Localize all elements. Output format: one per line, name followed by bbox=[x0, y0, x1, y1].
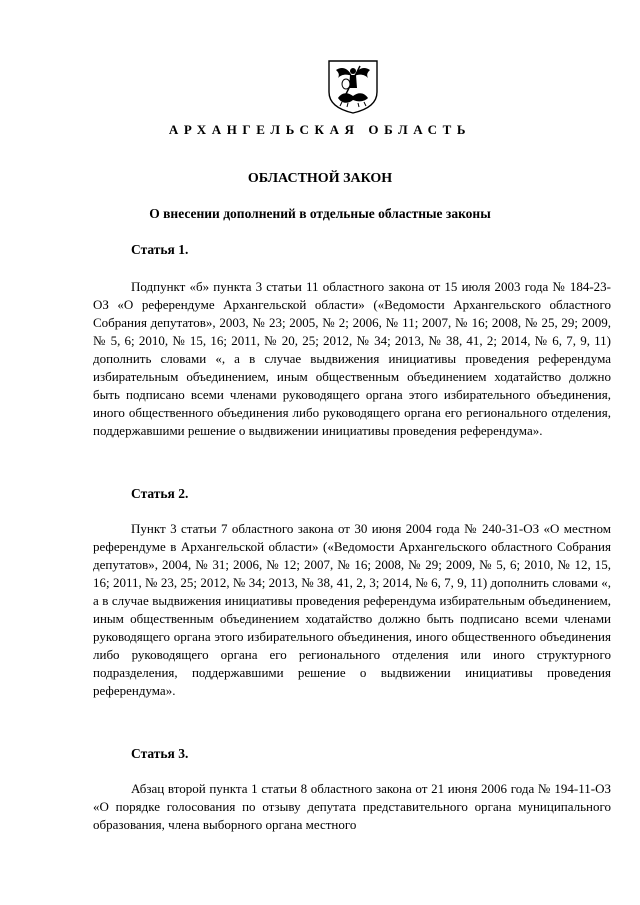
article-1-text: Подпункт «б» пункта 3 статьи 11 областного закона от 15 июля 2003 года № 184-23-ОЗ «О референдуме Архангельской области» («Ведомости Архангельского областного Собрания депутатов», 2003, № 23; 2005, № 2; 2006, № 11; 2007, № 16; 2008, № 25, 29; 2009, № 5, 6; 2010, № 15, 16; 2011, № 20, 25; 2012, № 34; 2013, № 38, 41, 2; 2014, № 6, 7, 9, 11) дополнить словами «, а в случае выдвижения инициативы проведения референдума избирательным объединением, иным общественным объединением ходатайство должно быть подписано всеми членами руководящего органа этого избирательного объединения, иного общественного объединения либо руководящего органа его регионального отделения, поддержавшими решение о выдвижении инициативы проведения референдума». bbox=[93, 279, 611, 438]
article-2-heading: Статья 2. bbox=[131, 486, 189, 501]
region-name: АРХАНГЕЛЬСКАЯ ОБЛАСТЬ bbox=[168, 122, 472, 137]
article-3-text: Абзац второй пункта 1 статьи 8 областного закона от 21 июня 2006 года № 194-11-ОЗ «О порядке голосования по отзыву депутата представительного органа муниципального образования, члена выборного органа местного bbox=[93, 781, 611, 832]
coat-of-arms-icon bbox=[326, 58, 380, 114]
article-3-heading: Статья 3. bbox=[131, 746, 189, 761]
article-2-text: Пункт 3 статьи 7 областного закона от 30 июня 2004 года № 240-31-ОЗ «О местном референдуме в Архангельской области» («Ведомости Архангельского областного Собрания депутатов», 2004, № 31; 2006, № 12; 2007, № 16; 2008, № 29; 2009, № 5, 6; 2010, № 12, 15, 16; 2011, № 23, 25; 2012, № 34; 2013, № 38, 41, 2, 3; 2014, № 6, 7, 9, 11) дополнить словами «, а в случае выдвижения инициативы проведения референдума избирательным объединением, иным общественным объединением ходатайство должно быть подписано всеми членами руководящего органа этого избирательного объединения, иного общественного объединения либо руководящего органа его регионального отделения или иного структурного подразделения, поддержавшими решение о выдвижении инициативы проведения референдума». bbox=[93, 521, 611, 698]
article-1-heading: Статья 1. bbox=[131, 242, 189, 257]
law-title: О внесении дополнений в отдельные областные законы bbox=[149, 206, 491, 221]
law-type-title: ОБЛАСТНОЙ ЗАКОН bbox=[247, 171, 393, 186]
